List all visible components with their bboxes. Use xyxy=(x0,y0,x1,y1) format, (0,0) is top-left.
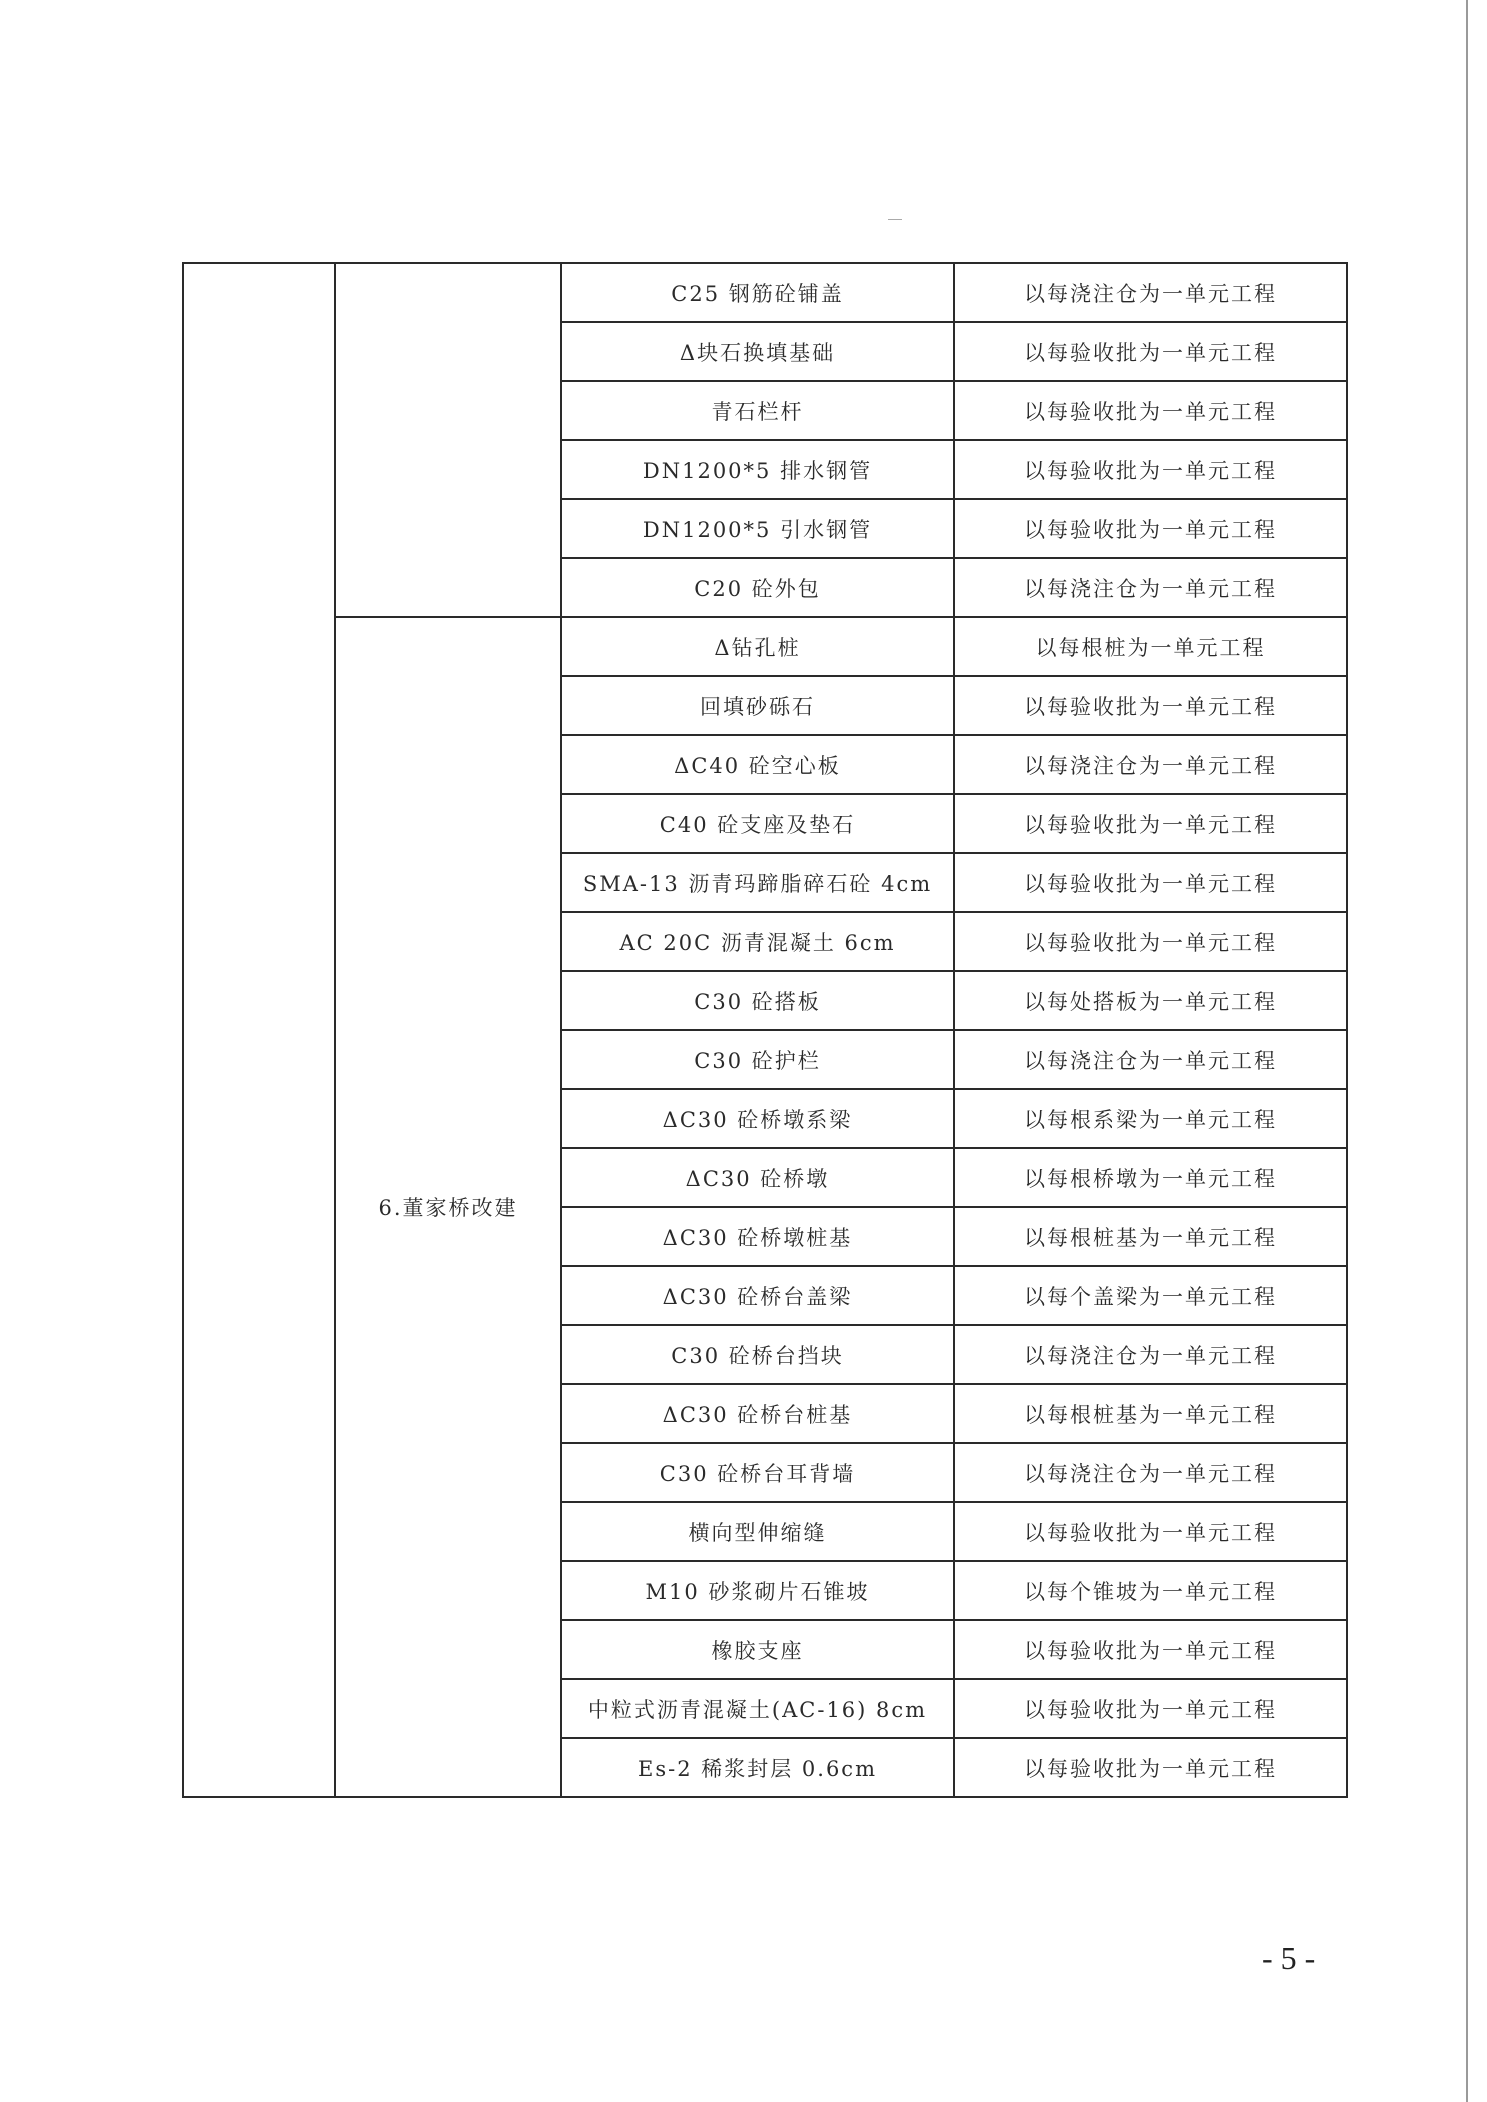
unit-division-cell: 以每根系梁为一单元工程 xyxy=(954,1089,1347,1148)
unit-division-cell: 以每验收批为一单元工程 xyxy=(954,1679,1347,1738)
section-name-cell: 6.董家桥改建 xyxy=(335,617,561,1797)
work-item-cell: 中粒式沥青混凝土(AC-16) 8cm xyxy=(561,1679,954,1738)
unit-division-cell: 以每验收批为一单元工程 xyxy=(954,381,1347,440)
unit-division-cell: 以每浇注仓为一单元工程 xyxy=(954,1030,1347,1089)
work-item-cell: AC 20C 沥青混凝土 6cm xyxy=(561,912,954,971)
work-item-cell: ΔC30 砼桥墩系梁 xyxy=(561,1089,954,1148)
work-item-cell: ΔC30 砼桥台盖梁 xyxy=(561,1266,954,1325)
work-item-cell: ΔC30 砼桥墩桩基 xyxy=(561,1207,954,1266)
table-row xyxy=(183,617,1347,676)
unit-division-cell: 以每浇注仓为一单元工程 xyxy=(954,558,1347,617)
unit-project-table xyxy=(182,262,1348,1798)
work-item-cell: Es-2 稀浆封层 0.6cm xyxy=(561,1738,954,1797)
work-item-cell: C30 砼护栏 xyxy=(561,1030,954,1089)
table-body xyxy=(183,263,1347,1797)
unit-division-cell: 以每验收批为一单元工程 xyxy=(954,499,1347,558)
scan-edge-line xyxy=(1466,0,1468,2102)
work-item-cell: DN1200*5 引水钢管 xyxy=(561,499,954,558)
page-number: - 5 - xyxy=(1262,1940,1316,1976)
unit-division-cell: 以每处搭板为一单元工程 xyxy=(954,971,1347,1030)
unit-division-cell: 以每根桩基为一单元工程 xyxy=(954,1207,1347,1266)
unit-division-cell: 以每验收批为一单元工程 xyxy=(954,912,1347,971)
unit-division-cell: 以每验收批为一单元工程 xyxy=(954,853,1347,912)
unit-division-cell: 以每个盖梁为一单元工程 xyxy=(954,1266,1347,1325)
work-item-cell: SMA-13 沥青玛蹄脂碎石砼 4cm xyxy=(561,853,954,912)
work-item-cell: 橡胶支座 xyxy=(561,1620,954,1679)
unit-division-cell: 以每根桩为一单元工程 xyxy=(954,617,1347,676)
work-item-cell: 回填砂砾石 xyxy=(561,676,954,735)
work-item-cell: Δ块石换填基础 xyxy=(561,322,954,381)
work-item-cell: C40 砼支座及垫石 xyxy=(561,794,954,853)
work-item-cell: ΔC30 砼桥墩 xyxy=(561,1148,954,1207)
work-item-cell: Δ钻孔桩 xyxy=(561,617,954,676)
unit-division-cell: 以每浇注仓为一单元工程 xyxy=(954,1325,1347,1384)
work-item-cell: C25 钢筋砼铺盖 xyxy=(561,263,954,322)
unit-division-cell: 以每验收批为一单元工程 xyxy=(954,1738,1347,1797)
category-cell xyxy=(183,263,335,1797)
unit-division-cell: 以每根桩基为一单元工程 xyxy=(954,1384,1347,1443)
unit-division-cell: 以每验收批为一单元工程 xyxy=(954,1502,1347,1561)
work-item-cell: DN1200*5 排水钢管 xyxy=(561,440,954,499)
work-item-cell: ΔC30 砼桥台桩基 xyxy=(561,1384,954,1443)
work-item-cell: C30 砼桥台耳背墙 xyxy=(561,1443,954,1502)
unit-division-cell: 以每浇注仓为一单元工程 xyxy=(954,735,1347,794)
unit-division-cell: 以每个锥坡为一单元工程 xyxy=(954,1561,1347,1620)
unit-division-cell: 以每浇注仓为一单元工程 xyxy=(954,1443,1347,1502)
work-item-cell: 青石栏杆 xyxy=(561,381,954,440)
section-name-cell xyxy=(335,263,561,617)
unit-division-cell: 以每验收批为一单元工程 xyxy=(954,1620,1347,1679)
work-item-cell: C30 砼桥台挡块 xyxy=(561,1325,954,1384)
unit-division-cell: 以每验收批为一单元工程 xyxy=(954,794,1347,853)
unit-division-cell: 以每验收批为一单元工程 xyxy=(954,322,1347,381)
work-item-cell: C20 砼外包 xyxy=(561,558,954,617)
work-item-cell: M10 砂浆砌片石锥坡 xyxy=(561,1561,954,1620)
unit-division-cell: 以每浇注仓为一单元工程 xyxy=(954,263,1347,322)
unit-division-cell: 以每验收批为一单元工程 xyxy=(954,676,1347,735)
work-item-cell: ΔC40 砼空心板 xyxy=(561,735,954,794)
scan-speck xyxy=(888,219,902,220)
work-item-cell: C30 砼搭板 xyxy=(561,971,954,1030)
unit-division-cell: 以每根桥墩为一单元工程 xyxy=(954,1148,1347,1207)
work-item-cell: 横向型伸缩缝 xyxy=(561,1502,954,1561)
unit-division-cell: 以每验收批为一单元工程 xyxy=(954,440,1347,499)
table-row xyxy=(183,263,1347,322)
